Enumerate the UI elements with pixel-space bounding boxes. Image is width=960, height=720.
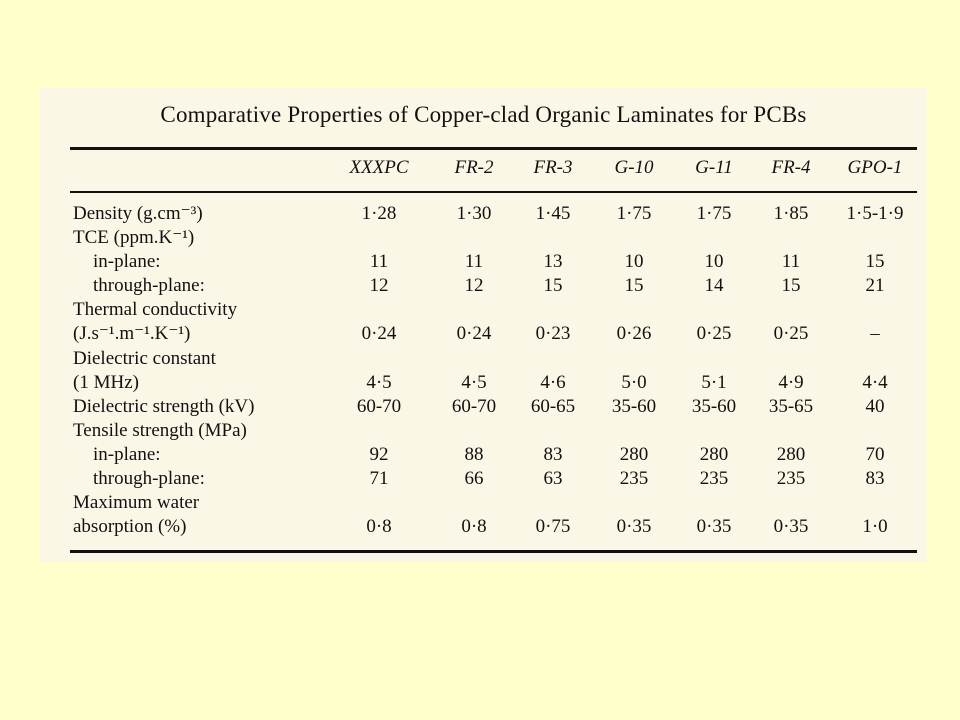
table-cell: 1·75: [696, 203, 732, 224]
column-header: G-10: [614, 157, 654, 178]
row-label: Dielectric constant: [73, 347, 216, 369]
table-cell: 12: [464, 275, 484, 297]
table-body: [40, 202, 927, 539]
table-cell: 35-60: [611, 395, 657, 417]
table-cell: 1·30: [456, 203, 492, 224]
table-cell: 13: [543, 251, 563, 273]
table-cell: 66: [464, 468, 484, 490]
table-cell: 0·8: [366, 516, 392, 538]
row-label: in-plane:: [93, 443, 161, 465]
table-cell: 60-70: [356, 395, 402, 417]
table-cell: 0·26: [616, 323, 652, 345]
row-label: Density (g.cm⁻³): [73, 203, 203, 224]
table-row: [40, 443, 927, 467]
table-cell: 10: [624, 251, 644, 273]
table-row: [40, 467, 927, 491]
table-cell: 60-70: [451, 395, 497, 417]
table-cell: 15: [624, 275, 644, 297]
table-cell: 5·1: [701, 371, 727, 393]
table-cell: 1·0: [862, 516, 888, 538]
table-cell: 63: [543, 468, 563, 490]
table-cell: 4·5: [366, 371, 392, 393]
table-cell: 5·0: [621, 371, 647, 393]
table-cell: 0·8: [461, 516, 487, 538]
row-label: Dielectric strength (kV): [73, 395, 255, 417]
table-cell: 83: [543, 443, 563, 465]
table-cell: 0·35: [696, 516, 732, 538]
table-row: [40, 298, 927, 322]
table-cell: 1·28: [361, 203, 397, 224]
table-cell: 4·4: [862, 371, 888, 393]
row-label: (1 MHz): [73, 371, 139, 393]
row-label: through-plane:: [93, 275, 205, 297]
table-cell: 280: [699, 443, 729, 465]
row-label: Maximum water: [73, 492, 200, 514]
table-cell: 21: [865, 275, 885, 297]
table-row: [40, 371, 927, 395]
table-cell: 280: [619, 443, 649, 465]
table-cell: 83: [865, 468, 885, 490]
column-header: FR-4: [771, 157, 811, 178]
table-cell: 35-65: [768, 395, 814, 417]
table-cell: 235: [699, 468, 729, 490]
table-row: [40, 322, 927, 346]
column-header: XXXPC: [349, 157, 409, 178]
table-cell: 235: [619, 468, 649, 490]
table-bottom-rule: [70, 550, 917, 553]
table-cell: 15: [781, 275, 801, 297]
table-cell: 35-60: [691, 395, 737, 417]
table-cell: 11: [369, 251, 389, 273]
table-row: [40, 395, 927, 419]
table-cell: 4·9: [778, 371, 804, 393]
table-cell: 0·35: [616, 516, 652, 538]
table-cell: 70: [865, 443, 885, 465]
row-label: (J.s⁻¹.m⁻¹.K⁻¹): [73, 323, 191, 345]
table-cell: 12: [369, 275, 389, 297]
row-label: absorption (%): [73, 516, 187, 538]
table-cell: 14: [704, 275, 724, 297]
table-row: [40, 274, 927, 298]
column-header: FR-3: [533, 157, 573, 178]
table-row: [40, 347, 927, 371]
row-label: TCE (ppm.K⁻¹): [73, 227, 195, 249]
table-cell: 280: [776, 443, 806, 465]
table-cell: 1·85: [773, 203, 809, 224]
row-label: in-plane:: [93, 251, 161, 273]
table-cell: 60-65: [530, 395, 576, 417]
table-top-rule: [70, 147, 917, 150]
table-cell: 4·6: [540, 371, 566, 393]
table-row: [40, 419, 927, 443]
table-cell: 15: [865, 251, 885, 273]
row-label: Thermal conductivity: [73, 299, 238, 321]
column-header: G-11: [695, 157, 733, 178]
table-cell: 0·35: [773, 516, 809, 538]
table-cell: 1·5-1·9: [846, 203, 904, 224]
table-cell: 10: [704, 251, 724, 273]
table-cell: 71: [369, 468, 389, 490]
column-header: GPO-1: [847, 157, 903, 178]
table-cell: 0·75: [535, 516, 571, 538]
table-cell: 0·24: [361, 323, 397, 345]
table-cell: 15: [543, 275, 563, 297]
table-row: [40, 226, 927, 250]
table-row: [40, 250, 927, 274]
table-cell: 1·75: [616, 203, 652, 224]
table-cell: 0·25: [773, 323, 809, 345]
table-cell: 88: [464, 443, 484, 465]
row-label: Tensile strength (MPa): [73, 419, 247, 441]
row-label: through-plane:: [93, 468, 205, 490]
table-cell: 92: [369, 443, 389, 465]
table-cell: 40: [865, 395, 885, 417]
table-cell: 0·23: [535, 323, 571, 345]
table-cell: –: [870, 323, 880, 345]
scanned-table-image: [40, 88, 927, 562]
table-row: [40, 491, 927, 515]
table-row: [40, 515, 927, 539]
table-cell: 4·5: [461, 371, 487, 393]
column-header: FR-2: [454, 157, 494, 178]
table-cell: 0·25: [696, 323, 732, 345]
table-title: Comparative Properties of Copper-clad Organic Laminates for PCBs: [160, 102, 807, 127]
table-cell: 11: [781, 251, 801, 273]
table-row: [40, 202, 927, 226]
table-cell: 235: [776, 468, 806, 490]
table-cell: 0·24: [456, 323, 492, 345]
table-cell: 1·45: [535, 203, 571, 224]
header-divider-rule: [70, 191, 917, 193]
table-cell: 11: [464, 251, 484, 273]
column-header-row: [40, 157, 927, 185]
